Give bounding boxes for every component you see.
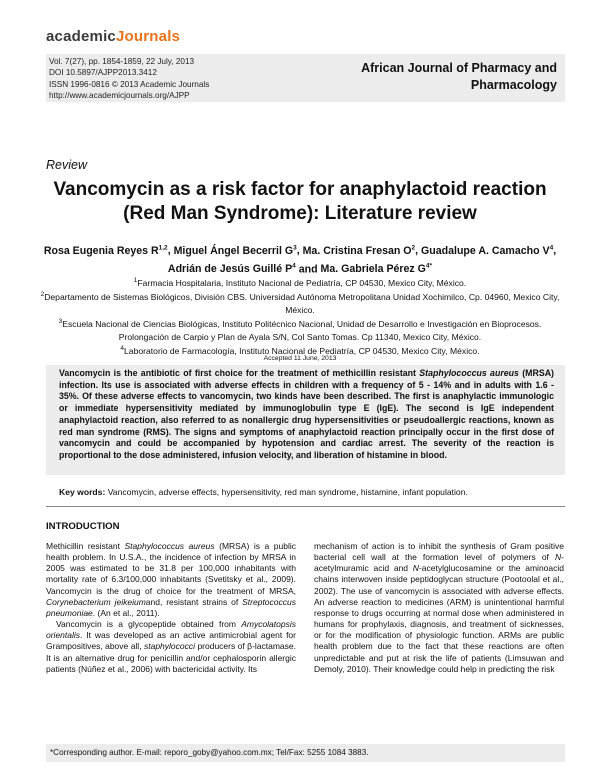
article-metadata [46,54,308,102]
author-list: Rosa Eugenia Reyes R$^{1,2}$, Miguel Ángel Becerril $G^3$, Ma. Cristina Fresan $O^2$, Guadalupe A. Camacho $V^4$, Adrián de Jesús Guillé $P^4$ and Ma. Gabriela Pérez $G^{4*}$ [43,244,557,276]
author: Guadalupe A. Camacho $V^4$ [421,244,554,257]
author: Rosa Eugenia Reyes R$^{1,2}$ [43,244,168,257]
author: Adrián de Jesús Guillé $P^4$ [167,262,296,276]
issn-line: ISSN 1996-0816 © 2013 Academic Journals [49,79,210,89]
doi-line: DOI 10.5897/AJPP2013.3412 [49,68,157,78]
paragraph: Methicillin resistant Staphylococcus aureus (MRSA) is a public health problem. In U.S.A., the incidence of infection by MRSA in 2005 was estimated to be 31.8 per 100,000 inhabitants with mortality rate of 6.3/100,000 inhabitants (Svetitsky et al., 2009). Vancomycin is the drug of choice for the treatment of MRSA, Corynebacterium jeikeiumand, resistant strains of Streptococcus pneumoniae. (An et al., 2011). [46,541,296,618]
keywords: Key words: Vancomycin, adverse effects, hypersensitivity, red man syndrome, histamine, infant population. [59,487,468,497]
body-column-left [46,541,296,675]
affiliation: $^3$Escuela Nacional de Ciencias Biológicas, Instituto Politécnico Nacional, Unidad de Desarrollo e Investigación en Bioprocesos. Prolongación de Carpio y Plan de Ayala S/N, Col Santo Tomas. Cp 11340, Mexico City, México. [58,318,542,342]
paper-title: Vancomycin as a risk factor for anaphylactoid reaction (Red Man Syndrome): Literature review [53,179,547,224]
paragraph: mechanism of action is to inhibit the synthesis of Gram positive bacterial cell wall at the formation level of polymers of N-acetylmuramic acid and N-acetylglucosamine or the aminoacid chains interwoven inside peptidoglycan structure (Pootoolal et al., 2002). The use of vancomycin is associated with adverse effects. An adverse reaction to medicines (ARM) is unintentional harmful response to drugs occurring at normal dose when administered in humans for prophylaxis, diagnosis, and treatment of sicknesses, or for the modification of physiologic function. ARMs are public health problem due to the fact that these reactions are often unpredictable and put at risk the life of patients (Limsuwan and Demoly, 2010). Their knowledge could help in predicting the risk [314,541,564,674]
author: Miguel Ángel Becerril $G^3$ [173,244,297,257]
accepted-date: Accepted 11 June, 2013 [263,355,337,362]
volume-line: Vol. 7(27), pp. 1854-1859, 22 July, 2013 [49,57,195,66]
affiliation: $^4$Laboratorio de Farmacología, Instituto Nacional de Pediatría, CP 04530, Mexico City, México. [120,345,480,356]
affiliations [40,275,560,357]
abstract: Vancomycin is the antibiotic of first choice for the treatment of methicillin resistant Staphylococcus aureus (MRSA) infection. Its use is associated with adverse effects in children with a frequency of 5 - 14% and in adults with 1.6 - 35%. Of these adverse effects to vancomycin, two kinds have been described. The first is anaphylactic immunologic or immediate hypersensitivity mediated by immunoglobulin type E (IgE). The second is IgE independent anaphylactoid reaction, also referred to as nonallergic drug hypersensitivities or pseudoallergic reactions, known as red man syndrome (RMS). The signs and symptoms of anaphylactoid reaction principally occur in the first dose of vancomycin and could be accompanied by hypotension and cardiac arrest. The severity of the reaction is proportional to the dose administered, infusion velocity, and liberation of histamine in blood. [59,368,554,460]
journal-name: African Journal of Pharmacy and Pharmacology [308,54,565,102]
corresponding-author-footnote: *Corresponding author. E-mail: reporo_goby@yahoo.com.mx; Tel/Fax: 5255 1084 3883. [46,744,565,762]
author: Ma. Cristina Fresan $O^2$ [302,244,416,257]
divider [46,506,565,507]
journal-url[interactable]: http://www.academicjournals.org/AJPP [49,91,190,101]
body-column-right [314,541,564,675]
journal-logo: academicJournals [46,28,181,45]
paragraph: Vancomycin is a glycopeptide obtained from Amycolatopsis orientalis. It was developed as an active antimicrobial agent for Grampositives, above all, staphylococci producers of β-lactamase. It is an alternative drug for penicillin and/or cephalosporin allergic patients (Núñez et al., 2006) with bactericidal activity. Its [46,619,296,674]
affiliation: $^1$Farmacia Hospitalaria, Instituto Nacional de Pediatría, CP 04530, Mexico City, México. [133,277,467,288]
affiliation: $^2$Departamento de Sistemas Biológicos, División CBS. Universidad Autónoma Metropolitana Unidad Xochimilco, Cp. 04960, Mexico City, México. [40,291,560,315]
section-label: Review [46,158,87,172]
author: Ma. Gabriela Pérez $G^{4*}$ [320,262,433,276]
section-heading: INTRODUCTION [46,521,120,532]
